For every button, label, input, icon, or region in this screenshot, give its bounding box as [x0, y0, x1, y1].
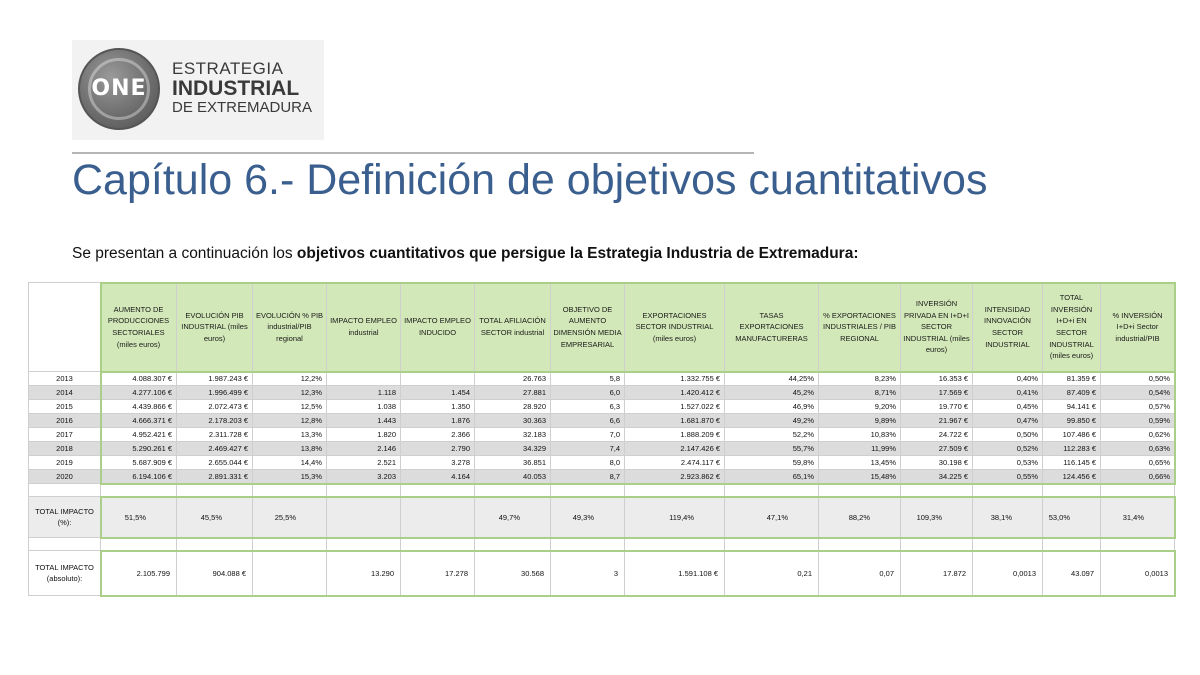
total-impact-abs-row — [29, 551, 1175, 596]
table-cell: 36.851 — [475, 456, 551, 470]
table-cell: 16.353 € — [901, 372, 973, 386]
total-cell: 0,0013 — [973, 551, 1043, 596]
table-cell: 1.038 — [327, 400, 401, 414]
table-cell: 112.283 € — [1043, 442, 1101, 456]
total-cell — [401, 497, 475, 538]
table-cell: 30.363 — [475, 414, 551, 428]
table-row — [29, 386, 1175, 400]
table-cell: 15,3% — [253, 470, 327, 484]
total-cell: 38,1% — [973, 497, 1043, 538]
spacer-cell — [819, 484, 901, 497]
table-cell: 6,0 — [551, 386, 625, 400]
table-cell: 27.881 — [475, 386, 551, 400]
table-cell: 4.952.421 € — [101, 428, 177, 442]
spacer-cell — [901, 484, 973, 497]
table-cell: 2.311.728 € — [177, 428, 253, 442]
column-header: AUMENTO DE PRODUCCIONES SECTORIALES (miles euros) — [101, 283, 177, 372]
total-cell: 51,5% — [101, 497, 177, 538]
table-row — [29, 400, 1175, 414]
column-header: TOTAL INVERSIÓN I+D+i EN SECTOR INDUSTRIAL (miles euros) — [1043, 283, 1101, 372]
table-cell: 30.198 € — [901, 456, 973, 470]
table-cell: 4.088.307 € — [101, 372, 177, 386]
total-cell — [253, 551, 327, 596]
logo — [72, 40, 324, 140]
table-cell: 17.569 € — [901, 386, 973, 400]
table-cell: 34.225 € — [901, 470, 973, 484]
table-cell: 1.527.022 € — [625, 400, 725, 414]
table-cell: 0,52% — [973, 442, 1043, 456]
total-cell: 1.591.108 € — [625, 551, 725, 596]
table-cell: 2.891.331 € — [177, 470, 253, 484]
column-header: TOTAL AFILIACIÓN SECTOR industrial — [475, 283, 551, 372]
spacer-cell — [1043, 484, 1101, 497]
table-cell: 5.290.261 € — [101, 442, 177, 456]
table-cell: 28.920 — [475, 400, 551, 414]
table-cell: 99.850 € — [1043, 414, 1101, 428]
table-cell: 19.770 € — [901, 400, 973, 414]
table-cell: 2.790 — [401, 442, 475, 456]
table-cell: 1.443 — [327, 414, 401, 428]
column-header: EVOLUCIÓN % PIB industrial/PIB regional — [253, 283, 327, 372]
table-cell: 0,50% — [1101, 372, 1175, 386]
table-cell: 0,66% — [1101, 470, 1175, 484]
year-cell: 2014 — [29, 386, 101, 400]
table-cell: 0,65% — [1101, 456, 1175, 470]
total-cell: 30.568 — [475, 551, 551, 596]
total-impact-pct-row — [29, 497, 1175, 538]
spacer-row — [29, 538, 1175, 551]
spacer-cell — [551, 484, 625, 497]
table-cell: 65,1% — [725, 470, 819, 484]
table-cell: 8,71% — [819, 386, 901, 400]
table-cell: 2.521 — [327, 456, 401, 470]
table-cell: 4.666.371 € — [101, 414, 177, 428]
spacer-cell — [253, 538, 327, 551]
table-cell: 2.178.203 € — [177, 414, 253, 428]
table-cell: 0,45% — [973, 400, 1043, 414]
intro-text — [72, 245, 859, 263]
table-cell: 45,2% — [725, 386, 819, 400]
table-cell: 1.118 — [327, 386, 401, 400]
total-cell: 904.088 € — [177, 551, 253, 596]
table-cell — [327, 372, 401, 386]
table-cell: 6.194.106 € — [101, 470, 177, 484]
spacer-cell — [101, 484, 177, 497]
total-cell: 49,7% — [475, 497, 551, 538]
table-cell: 3.203 — [327, 470, 401, 484]
table-cell: 59,8% — [725, 456, 819, 470]
column-header: IMPACTO EMPLEO INDUCIDO — [401, 283, 475, 372]
spacer-cell — [475, 484, 551, 497]
table-cell: 44,25% — [725, 372, 819, 386]
table-cell: 2.146 — [327, 442, 401, 456]
table-row — [29, 372, 1175, 386]
table-cell — [401, 372, 475, 386]
logo-line-3: DE EXTREMADURA — [172, 98, 313, 116]
intro-prefix: Se presentan a continuación los — [72, 245, 297, 262]
year-cell: 2016 — [29, 414, 101, 428]
table-row — [29, 456, 1175, 470]
total-cell: 47,1% — [725, 497, 819, 538]
table-cell: 1.332.755 € — [625, 372, 725, 386]
total-cell: 53,0% — [1043, 497, 1101, 538]
objectives-table — [28, 282, 1175, 596]
table-cell: 2.366 — [401, 428, 475, 442]
column-header: TASAS EXPORTACIONES MANUFACTURERAS — [725, 283, 819, 372]
table-row — [29, 428, 1175, 442]
table-cell: 6,6 — [551, 414, 625, 428]
table-cell: 40.053 — [475, 470, 551, 484]
table-cell: 1.987.243 € — [177, 372, 253, 386]
table-cell: 10,83% — [819, 428, 901, 442]
table-cell: 2.147.426 € — [625, 442, 725, 456]
table-cell: 1.350 — [401, 400, 475, 414]
total-cell: 119,4% — [625, 497, 725, 538]
table-cell: 27.509 € — [901, 442, 973, 456]
total-cell: 2.105.799 — [101, 551, 177, 596]
total-cell: 0,21 — [725, 551, 819, 596]
table-cell: 0,59% — [1101, 414, 1175, 428]
table-cell: 2.474.117 € — [625, 456, 725, 470]
year-cell: 2015 — [29, 400, 101, 414]
table-cell: 7,4 — [551, 442, 625, 456]
table-cell: 6,3 — [551, 400, 625, 414]
table-cell: 87.409 € — [1043, 386, 1101, 400]
spacer-row — [29, 484, 1175, 497]
table-cell: 15,48% — [819, 470, 901, 484]
table-cell: 1.888.209 € — [625, 428, 725, 442]
total-impact-abs-label: TOTAL IMPACTO (absoluto): — [29, 551, 101, 596]
spacer-cell — [401, 538, 475, 551]
table-cell: 49,2% — [725, 414, 819, 428]
table-cell: 32.183 — [475, 428, 551, 442]
table-cell: 124.456 € — [1043, 470, 1101, 484]
table-cell: 4.164 — [401, 470, 475, 484]
spacer-cell — [625, 484, 725, 497]
table-cell: 107.486 € — [1043, 428, 1101, 442]
table-cell: 26.763 — [475, 372, 551, 386]
table-cell: 13,45% — [819, 456, 901, 470]
table-cell: 9,89% — [819, 414, 901, 428]
table-cell: 1.454 — [401, 386, 475, 400]
spacer-cell — [253, 484, 327, 497]
spacer-cell — [725, 538, 819, 551]
table-cell: 8,0 — [551, 456, 625, 470]
table-cell: 12,8% — [253, 414, 327, 428]
spacer-cell — [177, 538, 253, 551]
total-cell: 109,3% — [901, 497, 973, 538]
total-cell: 25,5% — [253, 497, 327, 538]
column-header: INVERSIÓN PRIVADA EN I+D+I SECTOR INDUSTRIAL (miles euros) — [901, 283, 973, 372]
column-header: % INVERSIÓN I+D+i Sector industrial/PIB — [1101, 283, 1175, 372]
spacer-cell — [1043, 538, 1101, 551]
table-cell: 8,23% — [819, 372, 901, 386]
spacer-cell — [327, 484, 401, 497]
table-cell: 0,63% — [1101, 442, 1175, 456]
spacer-cell — [1101, 484, 1175, 497]
spacer-cell — [725, 484, 819, 497]
column-header: % EXPORTACIONES INDUSTRIALES / PIB REGIONAL — [819, 283, 901, 372]
total-cell: 13.290 — [327, 551, 401, 596]
page-title: Capítulo 6.- Definición de objetivos cuantitativos — [72, 156, 988, 204]
table-cell: 3.278 — [401, 456, 475, 470]
table-cell: 2.072.473 € — [177, 400, 253, 414]
table-cell: 12,5% — [253, 400, 327, 414]
table-cell: 81.359 € — [1043, 372, 1101, 386]
table-cell: 52,2% — [725, 428, 819, 442]
table-cell: 2.469.427 € — [177, 442, 253, 456]
table-cell: 1.420.412 € — [625, 386, 725, 400]
spacer-cell — [819, 538, 901, 551]
table-cell: 5.687.909 € — [101, 456, 177, 470]
table-row — [29, 442, 1175, 456]
table-cell: 116.145 € — [1043, 456, 1101, 470]
total-cell: 31,4% — [1101, 497, 1175, 538]
year-cell: 2020 — [29, 470, 101, 484]
logo-line-2: INDUSTRIAL — [172, 76, 300, 100]
header-corner — [29, 283, 101, 372]
table-cell: 2.655.044 € — [177, 456, 253, 470]
year-cell: 2019 — [29, 456, 101, 470]
table-cell: 0,62% — [1101, 428, 1175, 442]
spacer-cell — [29, 538, 101, 551]
column-header: EXPORTACIONES SECTOR INDUSTRIAL (miles euros) — [625, 283, 725, 372]
table-cell: 24.722 € — [901, 428, 973, 442]
table-cell: 55,7% — [725, 442, 819, 456]
total-cell: 3 — [551, 551, 625, 596]
total-cell: 17.278 — [401, 551, 475, 596]
total-impact-pct-label: TOTAL IMPACTO (%): — [29, 497, 101, 538]
spacer-cell — [625, 538, 725, 551]
year-cell: 2013 — [29, 372, 101, 386]
table-row — [29, 470, 1175, 484]
header-row — [29, 283, 1175, 372]
table-cell: 94.141 € — [1043, 400, 1101, 414]
spacer-cell — [551, 538, 625, 551]
table-cell: 4.277.106 € — [101, 386, 177, 400]
table-cell: 2.923.862 € — [625, 470, 725, 484]
table-cell: 0,41% — [973, 386, 1043, 400]
table-cell: 0,47% — [973, 414, 1043, 428]
logo-mark: ONE — [91, 76, 147, 101]
table-cell: 12,3% — [253, 386, 327, 400]
table-row — [29, 414, 1175, 428]
table-cell: 14,4% — [253, 456, 327, 470]
spacer-cell — [401, 484, 475, 497]
table-cell: 0,54% — [1101, 386, 1175, 400]
total-cell: 45,5% — [177, 497, 253, 538]
total-cell: 49,3% — [551, 497, 625, 538]
spacer-cell — [327, 538, 401, 551]
table-cell: 5,8 — [551, 372, 625, 386]
spacer-cell — [177, 484, 253, 497]
table-cell: 11,99% — [819, 442, 901, 456]
spacer-cell — [973, 484, 1043, 497]
logo-emblem-icon — [78, 48, 160, 130]
table-cell: 13,8% — [253, 442, 327, 456]
table-cell: 0,50% — [973, 428, 1043, 442]
spacer-cell — [973, 538, 1043, 551]
total-cell: 88,2% — [819, 497, 901, 538]
table-cell: 0,40% — [973, 372, 1043, 386]
table-cell: 4.439.866 € — [101, 400, 177, 414]
spacer-cell — [901, 538, 973, 551]
table-cell: 21.967 € — [901, 414, 973, 428]
spacer-cell — [101, 538, 177, 551]
table-cell: 1.996.499 € — [177, 386, 253, 400]
total-cell: 0,07 — [819, 551, 901, 596]
total-cell: 17.872 — [901, 551, 973, 596]
column-header: INTENSIDAD INNOVACIÓN SECTOR INDUSTRIAL — [973, 283, 1043, 372]
table-cell: 34.329 — [475, 442, 551, 456]
intro-bold: objetivos cuantitativos que persigue la Estrategia Industria de Extremadura: — [296, 245, 859, 262]
title-divider — [72, 152, 754, 154]
table-cell: 0,57% — [1101, 400, 1175, 414]
table-cell: 1.820 — [327, 428, 401, 442]
table-cell: 12,2% — [253, 372, 327, 386]
spacer-cell — [475, 538, 551, 551]
table-cell: 13,3% — [253, 428, 327, 442]
spacer-cell — [29, 484, 101, 497]
table-cell: 7,0 — [551, 428, 625, 442]
table-cell: 46,9% — [725, 400, 819, 414]
table-cell: 1.681.870 € — [625, 414, 725, 428]
spacer-cell — [1101, 538, 1175, 551]
logo-line-1: ESTRATEGIA — [172, 59, 284, 78]
total-cell: 43.097 — [1043, 551, 1101, 596]
total-cell: 0,0013 — [1101, 551, 1175, 596]
logo-text — [172, 60, 312, 116]
table-cell: 1.876 — [401, 414, 475, 428]
column-header: EVOLUCIÓN PIB INDUSTRIAL (miles euros) — [177, 283, 253, 372]
table-cell: 8,7 — [551, 470, 625, 484]
year-cell: 2018 — [29, 442, 101, 456]
column-header: IMPACTO EMPLEO industrial — [327, 283, 401, 372]
table-cell: 0,55% — [973, 470, 1043, 484]
table-cell: 0,53% — [973, 456, 1043, 470]
column-header: OBJETIVO DE AUMENTO DIMENSIÓN MEDIA EMPRESARIAL — [551, 283, 625, 372]
total-cell — [327, 497, 401, 538]
year-cell: 2017 — [29, 428, 101, 442]
table-cell: 9,20% — [819, 400, 901, 414]
